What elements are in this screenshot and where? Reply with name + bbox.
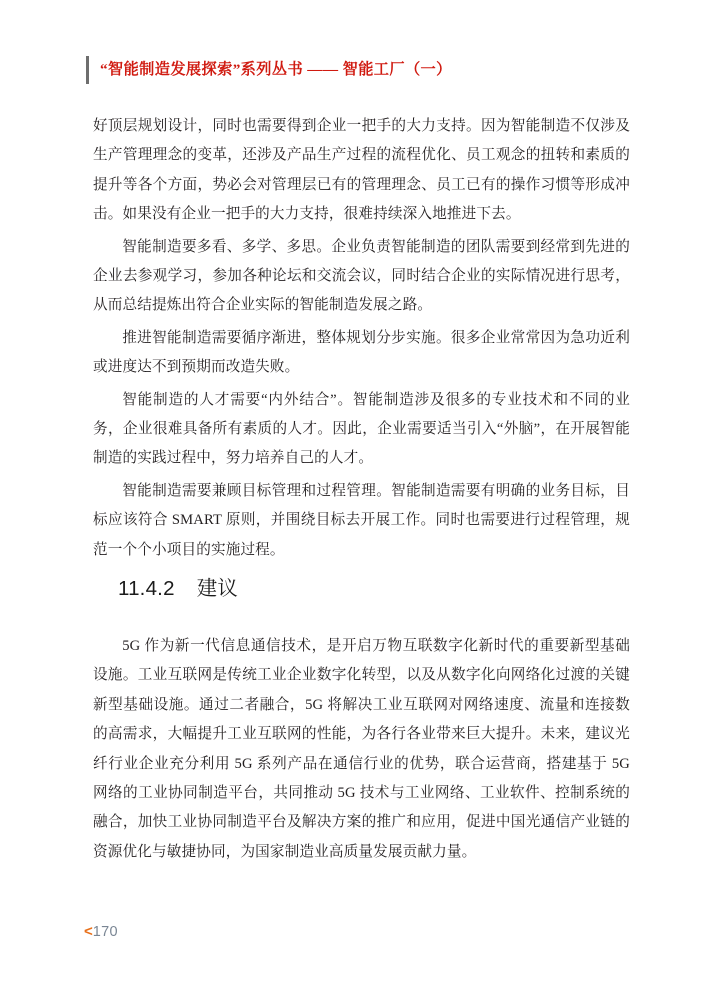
folio-marker-icon: < bbox=[84, 923, 93, 940]
section-number: 11.4.2 bbox=[118, 577, 175, 600]
paragraph: 智能制造要多看、多学、多思。企业负责智能制造的团队需要到经常到先进的企业去参观学习，参加各种论坛和交流会议，同时结合企业的实际情况进行思考，从而总结提炼出符合企业实际的智能制造发展之路。 bbox=[93, 238, 630, 314]
page-folio bbox=[84, 924, 118, 940]
body-text-lower bbox=[93, 632, 630, 867]
header-title: “智能制造发展探索”系列丛书 —— 智能工厂（一） bbox=[100, 61, 452, 79]
section-heading bbox=[118, 571, 238, 601]
paragraph: 推进智能制造需要循序渐进，整体规划分步实施。很多企业常常因为急功近利或进度达不到预期而改造失败。 bbox=[93, 329, 630, 376]
paragraph: 智能制造需要兼顾目标管理和过程管理。智能制造需要有明确的业务目标，目标应该符合 SMART 原则，并围绕目标去开展工作。同时也需要进行过程管理，规范一个个小项目的实施过程。 bbox=[93, 482, 630, 558]
header-rule-decoration bbox=[86, 56, 89, 84]
paragraph: 好顶层规划设计，同时也需要得到企业一把手的大力支持。因为智能制造不仅涉及生产管理理念的变革，还涉及产品生产过程的流程优化、员工观念的扭转和素质的提升等各个方面，势必会对管理层已有的管理理念、员工已有的操作习惯等形成冲击。如果没有企业一把手的大力支持，很难持续深入地推进下去。 bbox=[93, 118, 630, 223]
section-title: 建议 bbox=[196, 577, 239, 600]
body-text-upper bbox=[93, 112, 630, 565]
page-number: 170 bbox=[92, 924, 118, 940]
running-header bbox=[86, 54, 452, 86]
paragraph: 智能制造的人才需要“内外结合”。智能制造涉及很多的专业技术和不同的业务，企业很难具备所有素质的人才。因此，企业需要适当引入“外脑”，在开展智能制造的实践过程中，努力培养自己的人才。 bbox=[93, 391, 630, 467]
paragraph: 5G 作为新一代信息通信技术，是开启万物互联数字化新时代的重要新型基础设施。工业互联网是传统工业企业数字化转型，以及从数字化向网络化过渡的关键新型基础设施。通过二者融合，5G 将解决工业互联网对网络速度、流量和连接数的高需求，大幅提升工业互联网的性能，为各行各业带来巨大提升。未来，建议光纤行业企业充分利用 5G 系列产品在通信行业的优势，联合运营商，搭建基于 5G 网络的工业协同制造平台，共同推动 5G 技术与工业网络、工业软件、控制系统的融合，加快工业协同制造平台及解决方案的推广和应用，促进中国光通信产业链的资源优化与敏捷协同，为国家制造业高质量发展贡献力量。 bbox=[93, 638, 630, 860]
